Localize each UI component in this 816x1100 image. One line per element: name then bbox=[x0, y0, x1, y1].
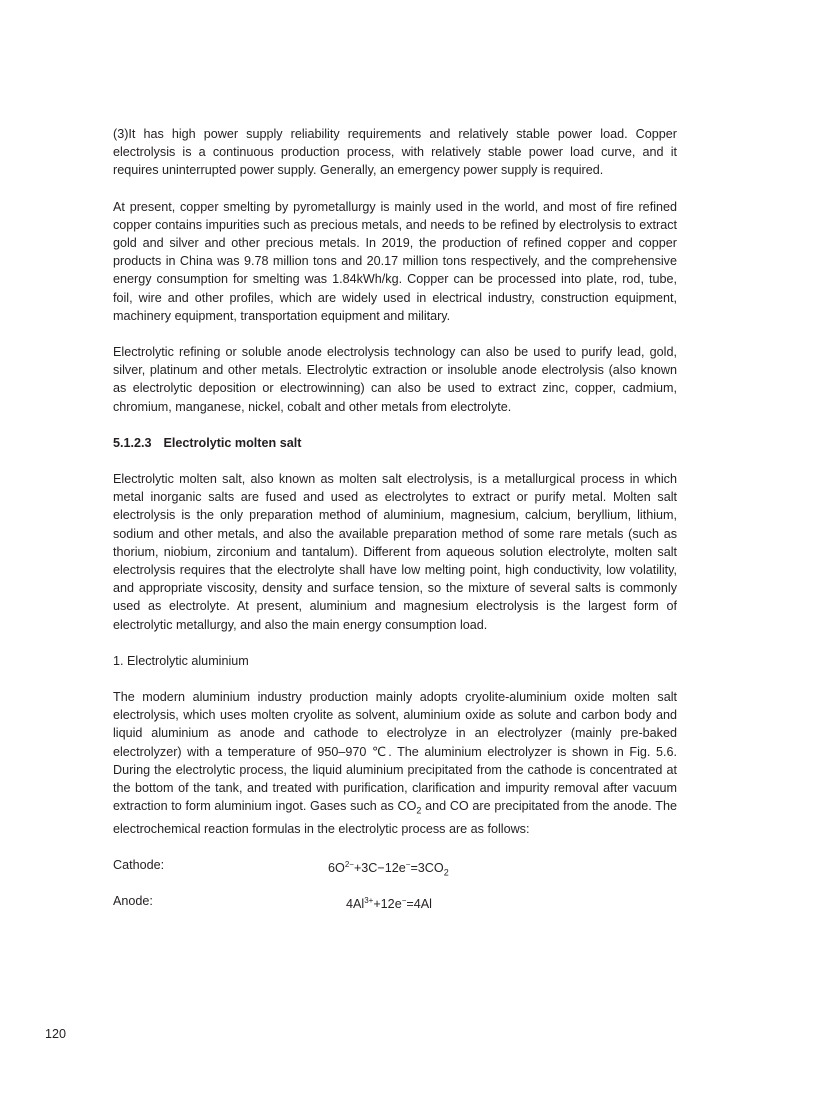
anode-superscript-2: − bbox=[401, 896, 407, 906]
cathode-term-3: =3CO bbox=[410, 861, 444, 876]
section-title: Electrolytic molten salt bbox=[163, 435, 302, 450]
anode-formula-row bbox=[113, 892, 677, 910]
cathode-formula-row bbox=[113, 856, 677, 878]
cathode-superscript-2: − bbox=[405, 860, 411, 870]
paragraph-aluminium-text-2: and CO are precipitated from the anode. The electrochemical reaction formulas in the electrolytic process are as follows: bbox=[113, 799, 677, 837]
paragraph-molten-salt: Electrolytic molten salt, also known as molten salt electrolysis, is a metallurgical process in which metal inorganic salts are fused and used as electrolytes to extract or purify metal. Molten salt electrolysis is the only preparation method of aluminium, magnesium, calcium, beryllium, lithium, sodium and other metals, and also the available preparation method of some rare metals (such as thorium, niobium, zirconium and tantalum). Different from aqueous solution electrolyte, molten salt electrolysis requires that the electrolyte shall have low melting point, high conductivity, low volatility, and appropriate viscosity, density and surface tension, so the mixture of several salts is commonly used as electrolyte. At present, aluminium and magnesium electrolysis is the largest form of electrolytic metallurgy, and also the main energy consumption load. bbox=[113, 472, 677, 632]
anode-label: Anode: bbox=[113, 894, 153, 909]
section-number: 5.1.2.3 bbox=[113, 435, 152, 450]
subscript: 2 bbox=[416, 805, 422, 816]
cathode-subscript: 2 bbox=[443, 867, 449, 878]
anode-term-1: 4Al bbox=[346, 897, 365, 912]
cathode-label: Cathode: bbox=[113, 858, 165, 873]
page-number: 120 bbox=[45, 1027, 67, 1041]
cathode-equation bbox=[328, 856, 449, 882]
subsection-heading: 1. Electrolytic aluminium bbox=[113, 653, 249, 668]
cathode-superscript-1: 2− bbox=[344, 860, 354, 870]
anode-superscript-1: 3+ bbox=[364, 896, 374, 906]
page-body bbox=[113, 125, 677, 910]
paragraph-copper-smelting: At present, copper smelting by pyrometallurgy is mainly used in the world, and most of fire refined copper contains impurities such as precious metals, and needs to be refined by electrolysis to extract gold and silver and other precious metals. In 2019, the production of refined copper and copper products in China was 9.78 million tons and 20.17 million tons respectively, and the comprehensive energy consumption for smelting was 1.84kWh/kg. Copper can be processed into plate, rod, tube, foil, wire and other profiles, which are widely used in electrical industry, construction equipment, machinery equipment, transportation equipment and military. bbox=[113, 199, 677, 323]
cathode-term-1: 6O bbox=[328, 861, 345, 876]
paragraph-power-supply: (3)It has high power supply reliability requirements and relatively stable power load. Copper electrolysis is a continuous production process, with relatively stable power load curve, and it requires uninterrupted power supply. Generally, an emergency power supply is required. bbox=[113, 127, 677, 178]
anode-term-2: +12e bbox=[373, 897, 402, 912]
paragraph-electrolytic-refining: Electrolytic refining or soluble anode electrolysis technology can also be used to purify lead, gold, silver, platinum and other metals. Electrolytic extraction or insoluble anode electrolysis (also known as electrolytic deposition or electrowinning) can also be used to extract zinc, copper, cadmium, chromium, manganese, nickel, cobalt and other metals from electrolyte. bbox=[113, 345, 677, 414]
anode-equation bbox=[346, 892, 432, 913]
cathode-term-2: +3C−12e bbox=[353, 861, 406, 876]
paragraph-aluminium-industry bbox=[113, 688, 677, 838]
paragraph-aluminium-text-1: The modern aluminium industry production mainly adopts cryolite-aluminium oxide molten salt electrolysis, which uses molten cryolite as solvent, aluminium oxide as solute and carbon body and liquid aluminium as anode and cathode to electrolyze in an electrolyzer (mainly pre-baked electrolyzer) with a temperature of 950–970 ℃. The aluminium electrolyzer is shown in Fig. 5.6. During the electrolytic process, the liquid aluminium precipitated from the cathode is concentrated at the bottom of the tank, and treated with purification, clarification and impurity removal after vacuum extraction to form aluminium ingot. Gases such as CO bbox=[113, 690, 677, 814]
anode-term-3: =4Al bbox=[406, 897, 432, 912]
section-heading bbox=[113, 434, 677, 452]
